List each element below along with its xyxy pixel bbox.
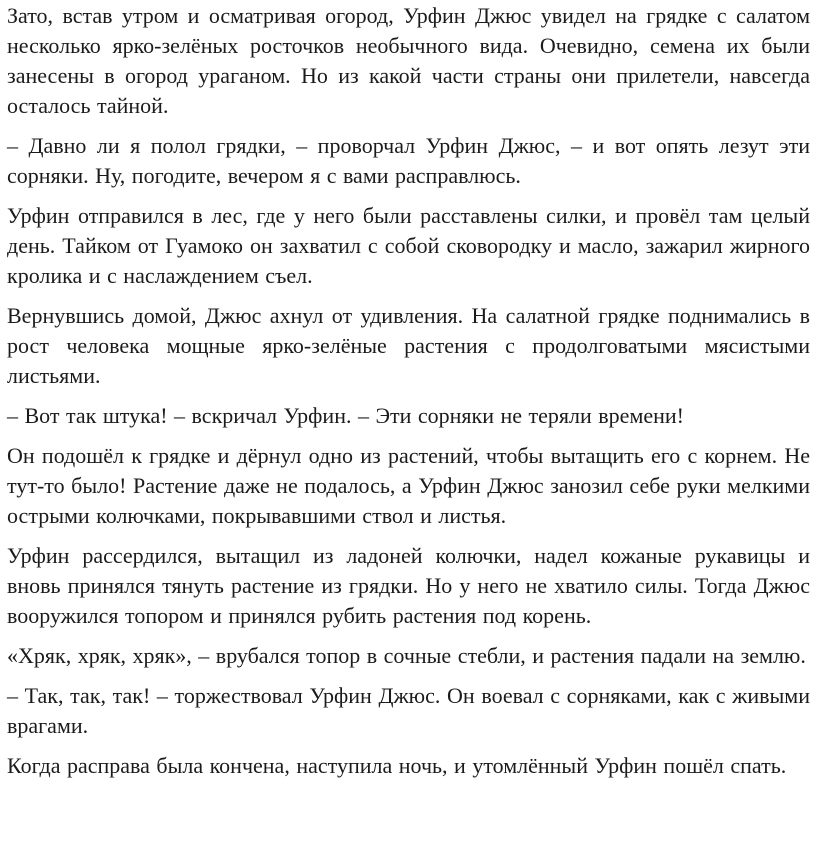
paragraph: – Вот так штука! – вскричал Урфин. – Эти сорняки не теряли времени! bbox=[7, 403, 685, 428]
paragraph: – Так, так, так! – торжествовал Урфин Джюс. Он воевал с сорняками, как с живыми врагами. bbox=[7, 683, 810, 738]
paragraph: Урфин отправился в лес, где у него были расставлены силки, и провёл там целый день. Тайком от Гуамоко он захватил с собой сковородку и масло, зажарил жирного кролика и с наслаждением съел. bbox=[7, 203, 810, 288]
paragraph: Когда расправа была кончена, наступила ночь, и утомлённый Урфин пошёл спать. bbox=[7, 753, 787, 778]
paragraph: – Давно ли я полол грядки, – проворчал Урфин Джюс, – и вот опять лезут эти сорняки. Ну, погодите, вечером я с вами расправлюсь. bbox=[7, 133, 810, 188]
paragraph: Зато, встав утром и осматривая огород, Урфин Джюс увидел на грядке с салатом несколько ярко-зелёных росточков необычного вида. Очевидно, семена их были занесены в огород ураганом. Но из какой части страны они прилетели, навсегда осталось тайной. bbox=[7, 3, 810, 118]
paragraph: «Хряк, хряк, хряк», – врубался топор в сочные стебли, и растения падали на землю. bbox=[7, 643, 806, 668]
paragraph: Урфин рассердился, вытащил из ладоней колючки, надел кожаные рукавицы и вновь принялся тянуть растение из грядки. Но у него не хватило силы. Тогда Джюс вооружился топором и принялся рубить растения под корень. bbox=[7, 543, 810, 628]
paragraph: Вернувшись домой, Джюс ахнул от удивления. На салатной грядке поднимались в рост человека мощные ярко-зелёные растения с продолговатыми мясистыми листьями. bbox=[7, 303, 810, 388]
paragraph: Он подошёл к грядке и дёрнул одно из растений, чтобы вытащить его с корнем. Не тут-то было! Растение даже не подалось, а Урфин Джюс занозил себе руки мелкими острыми колючками, покрывавшими ствол и листья. bbox=[7, 443, 810, 528]
